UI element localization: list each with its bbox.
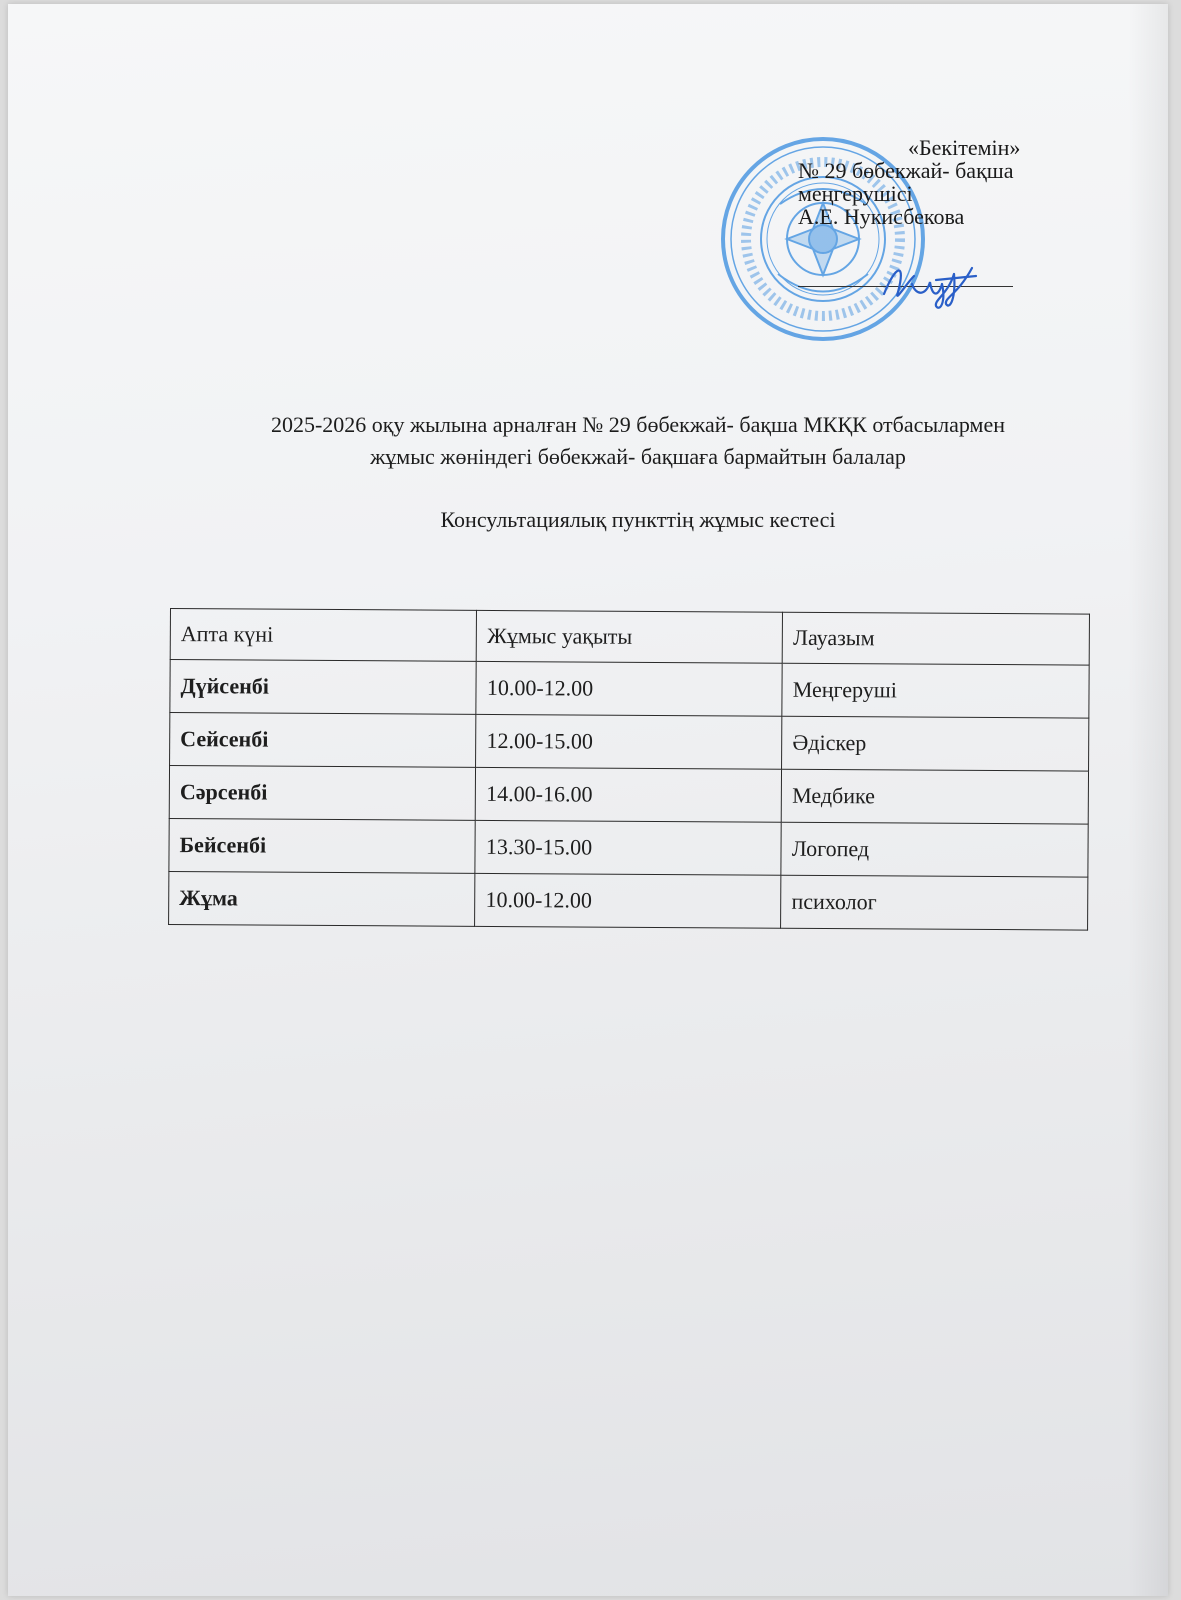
table-row	[170, 660, 1089, 719]
header-weekday: Апта күні	[170, 609, 477, 662]
cell-weekday: Дүйсенбі	[170, 660, 477, 715]
cell-position: Медбике	[781, 769, 1088, 824]
cell-position: Әдіскер	[782, 716, 1089, 771]
document-title-line-2: жұмыс жөніндегі бөбекжай- бақшаға бармайтын балалар	[370, 444, 906, 469]
document-title-line-1: 2025-2026 оқу жылына арналған № 29 бөбекжай- бақша МКҚК отбасылармен	[270, 412, 1006, 437]
cell-work-time: 14.00-16.00	[476, 767, 782, 822]
approval-org: № 29 бөбекжай- бақша	[798, 158, 1014, 183]
cell-weekday: Бейсенбі	[169, 818, 476, 873]
approval-name: А.Е. Нукисбекова	[798, 204, 965, 229]
cell-position: Логопед	[781, 822, 1088, 877]
cell-position: психолог	[781, 875, 1088, 930]
header-work-time: Жұмыс уақыты	[477, 610, 783, 663]
document-subtitle: Консультациялық пункттің жұмыс кестесі	[440, 507, 836, 532]
table-row	[169, 818, 1088, 877]
cell-work-time: 10.00-12.00	[475, 873, 781, 928]
handwritten-signature	[876, 254, 986, 314]
table-row	[170, 713, 1089, 772]
table-row	[169, 766, 1088, 825]
schedule-table	[168, 608, 1090, 931]
cell-work-time: 13.30-15.00	[475, 820, 781, 875]
approval-title: «Бекітемін»	[908, 135, 1021, 160]
cell-weekday: Жұма	[169, 871, 476, 926]
cell-work-time: 12.00-15.00	[476, 714, 782, 769]
approval-position: меңгерушісі	[798, 181, 913, 206]
approval-block	[798, 136, 1098, 228]
cell-position: Меңгеруші	[782, 663, 1089, 718]
table-row	[169, 871, 1088, 930]
cell-work-time: 10.00-12.00	[476, 661, 782, 716]
cell-weekday: Сәрсенбі	[169, 766, 476, 821]
table-header-row	[170, 609, 1089, 666]
cell-weekday: Сейсенбі	[170, 713, 477, 768]
header-position: Лауазым	[782, 612, 1089, 665]
document-page	[8, 4, 1168, 1596]
